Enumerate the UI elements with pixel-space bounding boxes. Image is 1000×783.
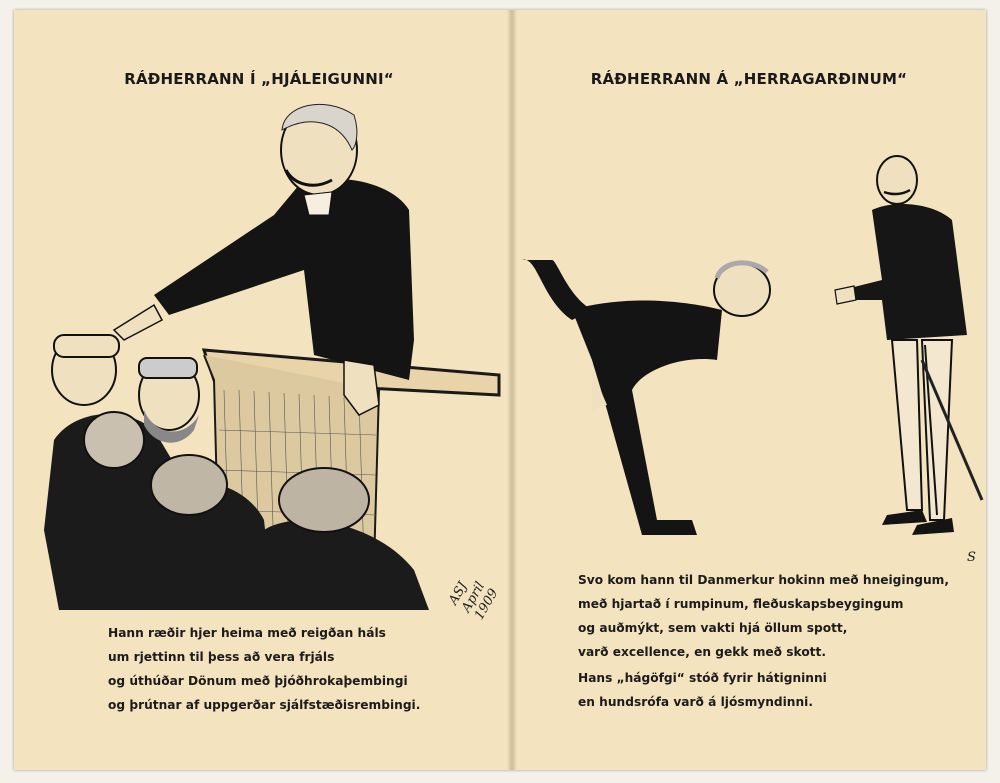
verse-line: Hann ræðir hjer heima með reigðan háls — [108, 626, 386, 640]
verse-line: Svo kom hann til Danmerkur hokinn með hneigingum, — [578, 573, 949, 587]
verse-line: með hjartað í rumpinum, fleðuskapsbeygingum — [578, 597, 904, 611]
verse-line: varð excellence, en gekk með skott. — [578, 645, 826, 659]
right-verse-2 — [578, 666, 827, 714]
right-verse-1 — [578, 568, 949, 664]
verse-line: Hans „hágöfgi“ stóð fyrir hátigninni — [578, 671, 827, 685]
verse-line: en hundsrófa varð á ljósmyndinni. — [578, 695, 813, 709]
bowing-figure — [522, 260, 770, 535]
verse-line: og úthúðar Dönum með þjóðhrokaþembingi — [108, 674, 408, 688]
bowing-minister-illustration — [512, 10, 986, 570]
left-page — [14, 10, 504, 770]
verse-line: og þrútnar af uppgerðar sjálfstæðisrembingi. — [108, 698, 421, 712]
left-page-title: RÁÐHERRANN Í „HJÁLEIGUNNI“ — [124, 70, 394, 88]
parliament-speaker-illustration — [14, 10, 504, 620]
verse-line: og auðmýkt, sem vakti hjá öllum spott, — [578, 621, 848, 635]
verse-line: um rjettinn til þess að vera frjáls — [108, 650, 335, 664]
king-figure — [835, 156, 982, 535]
artist-signature: ASJ April 1909 — [446, 579, 502, 623]
right-page — [512, 10, 986, 770]
folded-leaflet — [14, 10, 986, 770]
left-verse — [108, 621, 420, 717]
artist-signature: S — [967, 550, 976, 565]
right-page-title: RÁÐHERRANN Á „HERRAGARÐINUM“ — [590, 70, 908, 88]
